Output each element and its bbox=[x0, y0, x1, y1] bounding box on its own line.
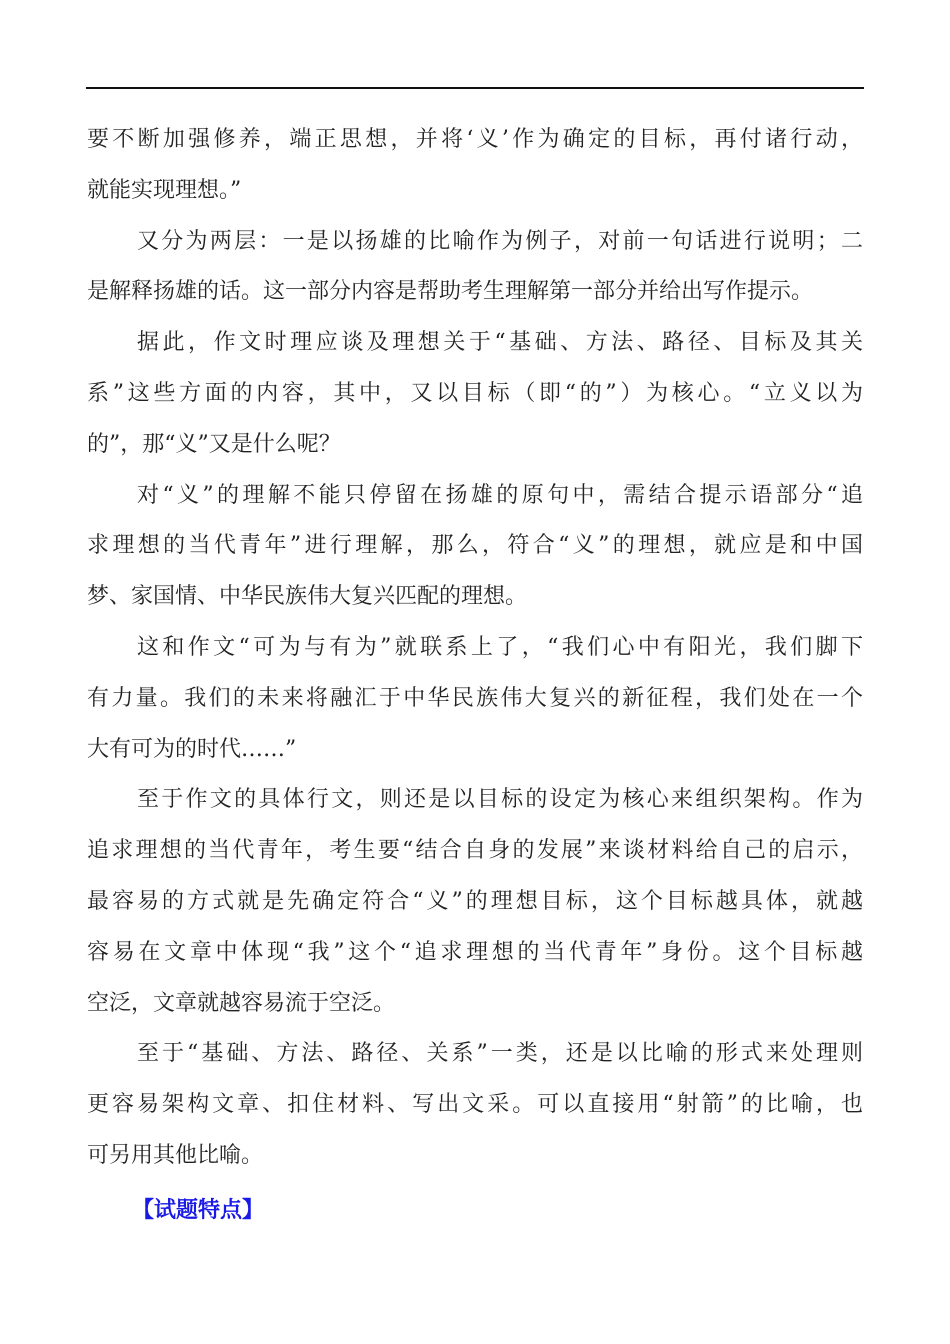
paragraph-line: 追求理想的当代青年，考生要“结合自身的发展”来谈材料给自己的启示， bbox=[87, 838, 863, 863]
paragraph-line: 可另用其他比喻。 bbox=[87, 1143, 264, 1168]
paragraph-line: 至于“基础、方法、路径、关系”一类，还是以比喻的形式来处理则 bbox=[137, 1041, 863, 1066]
paragraph-line: 就能实现理想。” bbox=[87, 178, 242, 203]
paragraph-line: 这和作文“可为与有为”就联系上了，“我们心中有阳光，我们脚下 bbox=[137, 635, 863, 660]
paragraph-line: 容易在文章中体现“我”这个“追求理想的当代青年”身份。这个目标越 bbox=[87, 940, 863, 965]
paragraph-line: 系”这些方面的内容，其中，又以目标（即“的”）为核心。“立义以为 bbox=[87, 381, 863, 406]
header-rule bbox=[86, 87, 864, 89]
paragraph-line: 更容易架构文章、扣住材料、写出文采。可以直接用“射箭”的比喻，也 bbox=[87, 1092, 863, 1117]
paragraph-line: 空泛，文章就越容易流于空泛。 bbox=[87, 991, 396, 1016]
paragraph-line: 至于作文的具体行文，则还是以目标的设定为核心来组织架构。作为 bbox=[137, 787, 863, 812]
paragraph-line: 最容易的方式就是先确定符合“义”的理想目标，这个目标越具体，就越 bbox=[87, 889, 863, 914]
paragraph-line: 要不断加强修养，端正思想，并将‘义’作为确定的目标，再付诸行动， bbox=[87, 127, 863, 152]
paragraph-line: 梦、家国情、中华民族伟大复兴匹配的理想。 bbox=[87, 584, 528, 609]
paragraph-line: 的”，那“义”又是什么呢？ bbox=[87, 432, 341, 457]
paragraph-line: 对“义”的理解不能只停留在扬雄的原句中，需结合提示语部分“追 bbox=[137, 483, 863, 508]
paragraph-line: 是解释扬雄的话。这一部分内容是帮助考生理解第一部分并给出写作提示。 bbox=[87, 279, 814, 304]
paragraph-line: 求理想的当代青年”进行理解，那么，符合“义”的理想，就应是和中国 bbox=[87, 533, 863, 558]
paragraph-line: 又分为两层：一是以扬雄的比喻作为例子，对前一句话进行说明；二 bbox=[137, 229, 863, 254]
paragraph-line: 据此，作文时理应谈及理想关于“基础、方法、路径、目标及其关 bbox=[137, 330, 863, 355]
section-heading: 【试题特点】 bbox=[132, 1198, 265, 1223]
paragraph-line: 有力量。我们的未来将融汇于中华民族伟大复兴的新征程，我们处在一个 bbox=[87, 686, 863, 711]
paragraph-line: 大有可为的时代……” bbox=[87, 737, 297, 762]
